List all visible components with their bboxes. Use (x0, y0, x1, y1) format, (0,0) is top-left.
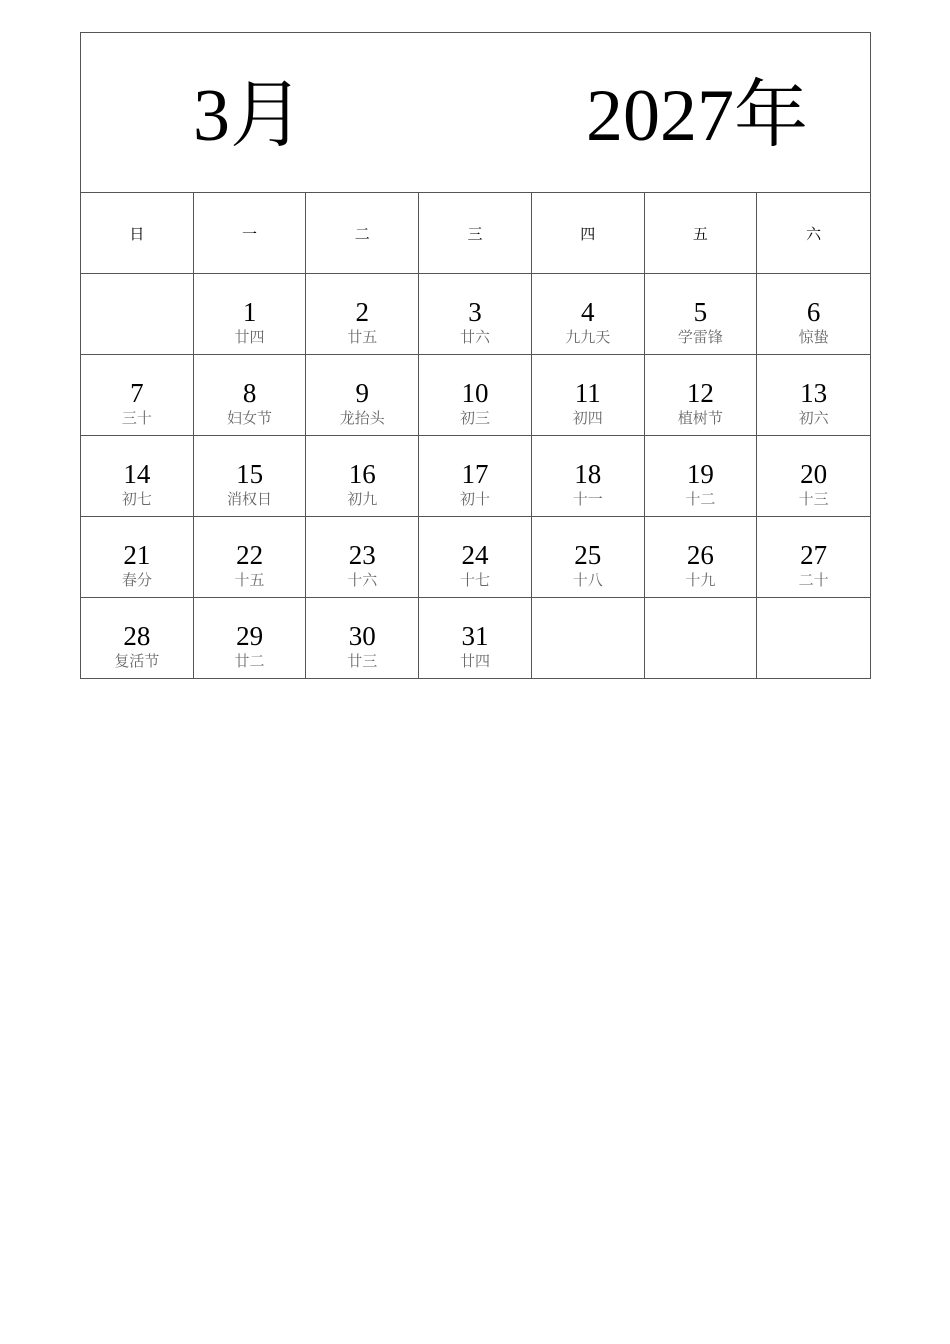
day-number: 19 (686, 459, 714, 489)
day-number: 14 (123, 459, 151, 489)
day-cell (645, 274, 758, 355)
weekday-saturday: 六 (757, 193, 870, 274)
lunar-label: 廿四 (234, 328, 265, 346)
calendar-week-row (81, 436, 870, 517)
day-cell (757, 436, 870, 517)
day-cell (419, 436, 532, 517)
day-number: 4 (580, 297, 595, 327)
calendar-week-row (81, 598, 870, 678)
lunar-label: 妇女节 (227, 409, 273, 427)
calendar-weeks (81, 274, 870, 678)
calendar-week-row (81, 274, 870, 355)
day-cell (419, 274, 532, 355)
day-number: 13 (800, 378, 828, 408)
day-number: 8 (242, 378, 257, 408)
lunar-label: 廿三 (347, 652, 378, 670)
day-cell (757, 355, 870, 436)
day-number: 10 (461, 378, 489, 408)
weekday-tuesday: 二 (306, 193, 419, 274)
lunar-label: 消权日 (227, 490, 273, 508)
day-cell (645, 517, 758, 598)
lunar-label: 植树节 (677, 409, 723, 427)
empty-day-cell (532, 598, 645, 678)
day-number: 18 (574, 459, 602, 489)
day-cell (419, 598, 532, 678)
day-number: 30 (348, 621, 376, 651)
day-cell (81, 598, 194, 678)
day-number: 5 (693, 297, 708, 327)
day-number: 25 (574, 540, 602, 570)
day-number: 24 (461, 540, 489, 570)
weekday-header-row (81, 193, 870, 274)
day-number: 2 (355, 297, 370, 327)
day-cell (645, 355, 758, 436)
calendar-week-row (81, 517, 870, 598)
lunar-label: 九九天 (565, 328, 611, 346)
day-number: 1 (242, 297, 257, 327)
day-number: 16 (348, 459, 376, 489)
lunar-label: 初六 (798, 409, 829, 427)
day-number: 20 (800, 459, 828, 489)
calendar (80, 32, 871, 679)
day-cell (645, 436, 758, 517)
day-cell (532, 436, 645, 517)
day-number: 23 (348, 540, 376, 570)
day-cell (194, 274, 307, 355)
year-title: 2027年 (586, 75, 808, 157)
day-number: 6 (806, 297, 821, 327)
day-cell (306, 274, 419, 355)
day-cell (194, 436, 307, 517)
day-number: 17 (461, 459, 489, 489)
day-number: 12 (686, 378, 714, 408)
day-cell (757, 274, 870, 355)
lunar-label: 学雷锋 (677, 328, 723, 346)
day-cell (194, 517, 307, 598)
weekday-monday: 一 (194, 193, 307, 274)
day-number: 22 (236, 540, 264, 570)
weekday-thursday: 四 (532, 193, 645, 274)
day-cell (532, 355, 645, 436)
lunar-label: 三十 (121, 409, 152, 427)
lunar-label: 初十 (459, 490, 490, 508)
weekday-friday: 五 (645, 193, 758, 274)
lunar-label: 惊蛰 (798, 328, 829, 346)
month-title: 3月 (193, 75, 304, 157)
day-number: 31 (461, 621, 489, 651)
lunar-label: 初三 (459, 409, 490, 427)
lunar-label: 十三 (798, 490, 829, 508)
lunar-label: 十九 (685, 571, 716, 589)
day-number: 11 (574, 378, 601, 408)
lunar-label: 廿二 (234, 652, 265, 670)
lunar-label: 初四 (572, 409, 603, 427)
day-cell (419, 355, 532, 436)
day-cell (757, 517, 870, 598)
empty-day-cell (757, 598, 870, 678)
day-number: 9 (355, 378, 370, 408)
day-number: 26 (686, 540, 714, 570)
lunar-label: 廿六 (459, 328, 490, 346)
lunar-label: 十七 (459, 571, 490, 589)
day-cell (81, 355, 194, 436)
lunar-label: 初七 (121, 490, 152, 508)
lunar-label: 十六 (347, 571, 378, 589)
day-cell (194, 598, 307, 678)
day-cell (419, 517, 532, 598)
lunar-label: 十一 (572, 490, 603, 508)
lunar-label: 十八 (572, 571, 603, 589)
day-cell (81, 517, 194, 598)
day-number: 7 (130, 378, 144, 408)
lunar-label: 龙抬头 (339, 409, 385, 427)
lunar-label: 二十 (798, 571, 829, 589)
lunar-label: 廿五 (347, 328, 378, 346)
day-cell (306, 517, 419, 598)
day-number: 28 (123, 621, 151, 651)
empty-day-cell (645, 598, 758, 678)
day-cell (532, 274, 645, 355)
lunar-label: 十二 (685, 490, 716, 508)
lunar-label: 春分 (121, 571, 152, 589)
day-cell (81, 436, 194, 517)
lunar-label: 廿四 (459, 652, 490, 670)
empty-day-cell (81, 274, 194, 355)
weekday-wednesday: 三 (419, 193, 532, 274)
lunar-label: 复活节 (114, 652, 160, 670)
day-cell (532, 517, 645, 598)
day-cell (306, 598, 419, 678)
day-number: 15 (236, 459, 264, 489)
weekday-sunday: 日 (81, 193, 194, 274)
day-number: 21 (123, 540, 151, 570)
calendar-header (81, 33, 870, 193)
lunar-label: 十五 (234, 571, 265, 589)
lunar-label: 初九 (347, 490, 378, 508)
day-number: 29 (236, 621, 264, 651)
day-cell (194, 355, 307, 436)
day-number: 3 (468, 297, 482, 327)
day-number: 27 (800, 540, 828, 570)
day-cell (306, 436, 419, 517)
day-cell (306, 355, 419, 436)
calendar-week-row (81, 355, 870, 436)
